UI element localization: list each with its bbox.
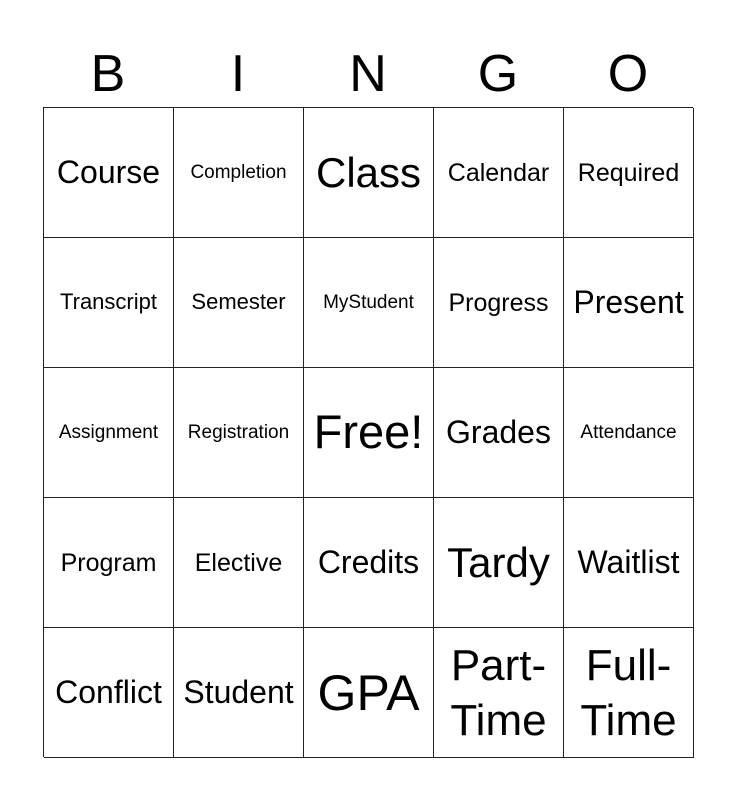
bingo-cell[interactable]: Progress — [434, 238, 564, 368]
bingo-cell[interactable]: Completion — [174, 108, 304, 238]
bingo-cell[interactable]: Calendar — [434, 108, 564, 238]
bingo-cell[interactable]: Registration — [174, 368, 304, 498]
header-letter-b: B — [90, 45, 126, 103]
bingo-cell[interactable]: Semester — [174, 238, 304, 368]
bingo-cell[interactable]: Present — [564, 238, 694, 368]
bingo-cell[interactable]: Tardy — [434, 498, 564, 628]
bingo-cell[interactable]: Waitlist — [564, 498, 694, 628]
bingo-header — [43, 40, 693, 108]
bingo-board — [43, 107, 693, 757]
bingo-cell[interactable]: Part-Time — [434, 628, 564, 758]
bingo-cell[interactable]: Student — [174, 628, 304, 758]
bingo-cell[interactable]: GPA — [304, 628, 434, 758]
bingo-cell[interactable]: Grades — [434, 368, 564, 498]
bingo-cell[interactable]: Attendance — [564, 368, 694, 498]
bingo-cell[interactable]: MyStudent — [304, 238, 434, 368]
header-letter-i: I — [230, 45, 246, 103]
bingo-cell[interactable]: Program — [44, 498, 174, 628]
header-letter-g: G — [477, 45, 519, 103]
bingo-cell[interactable]: Course — [44, 108, 174, 238]
header-letter-n: N — [349, 45, 387, 103]
free-space-cell[interactable]: Free! — [304, 368, 434, 498]
header-letter-o: O — [607, 45, 649, 103]
bingo-cell[interactable]: Elective — [174, 498, 304, 628]
bingo-cell[interactable]: Required — [564, 108, 694, 238]
bingo-cell[interactable]: Full-Time — [564, 628, 694, 758]
bingo-cell[interactable]: Conflict — [44, 628, 174, 758]
bingo-cell[interactable]: Assignment — [44, 368, 174, 498]
bingo-cell[interactable]: Class — [304, 108, 434, 238]
bingo-cell[interactable]: Transcript — [44, 238, 174, 368]
bingo-cell[interactable]: Credits — [304, 498, 434, 628]
